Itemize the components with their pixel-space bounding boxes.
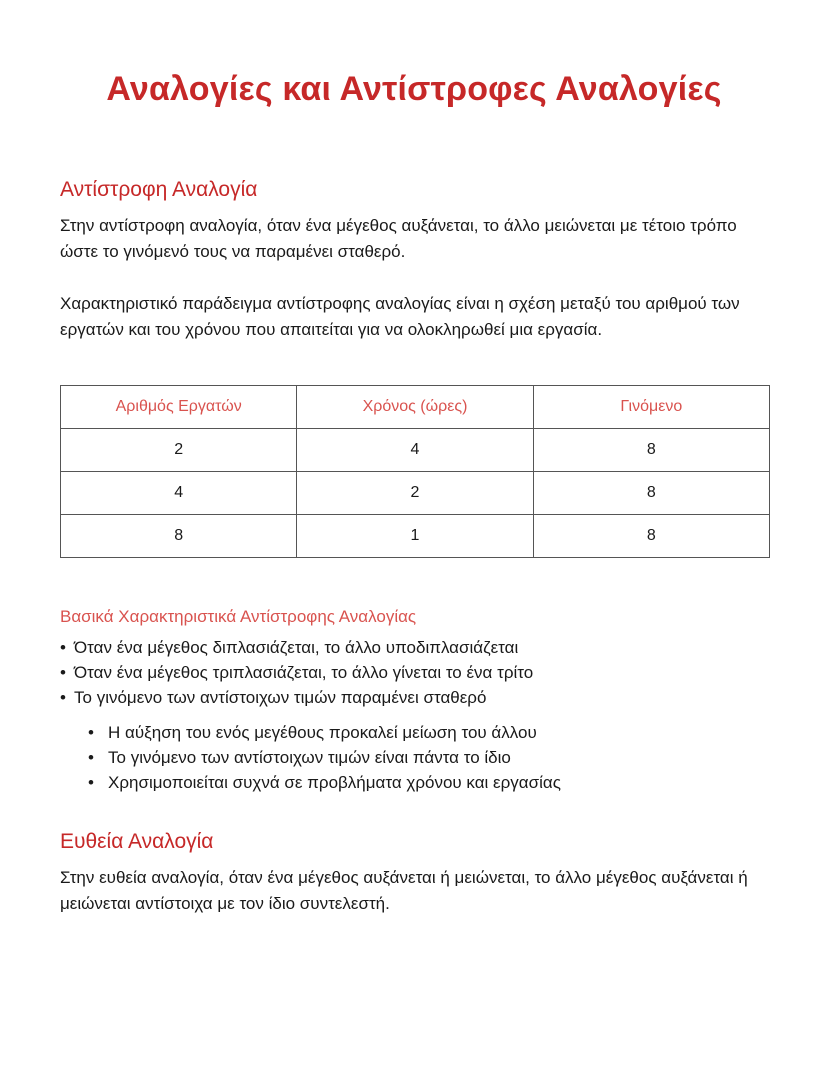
- table-cell: 8: [533, 429, 769, 472]
- characteristics-list: [60, 635, 768, 710]
- table-header-row: [61, 386, 770, 429]
- page-title: Αναλογίες και Αντίστροφες Αναλογίες: [106, 70, 722, 108]
- bullet-icon: •: [88, 723, 94, 742]
- direct-proportion-heading: Ευθεία Αναλογία: [60, 830, 214, 853]
- direct-definition-paragraph: Στην ευθεία αναλογία, όταν ένα μέγεθος αυξάνεται ή μειώνεται, το άλλο μέγεθος αυξάνεται ή μειώνεται αντίστοιχα με τον ίδιο συντελεστή.: [60, 868, 748, 913]
- table-cell: 1: [297, 515, 533, 558]
- bullet-icon: •: [60, 638, 66, 657]
- characteristics-sublist: [60, 720, 768, 795]
- table-row: [61, 429, 770, 472]
- characteristics-heading: Βασικά Χαρακτηριστικά Αντίστροφης Αναλογίας: [60, 607, 417, 626]
- sub-list-item: [88, 770, 768, 795]
- table-cell: 2: [61, 429, 297, 472]
- sub-list-item-text: Η αύξηση του ενός μεγέθους προκαλεί μείωση του άλλου: [108, 723, 537, 742]
- list-item: [60, 635, 768, 660]
- column-header-product: Γινόμενο: [533, 386, 769, 429]
- inverse-example-paragraph: Χαρακτηριστικό παράδειγμα αντίστροφης αναλογίας είναι η σχέση μεταξύ του αριθμού των εργατών και του χρόνου που απαιτείται για να ολοκληρωθεί μια εργασία.: [60, 294, 740, 339]
- sub-list-item: [88, 720, 768, 745]
- sub-list-item-text: Χρησιμοποιείται συχνά σε προβλήματα χρόνου και εργασίας: [108, 773, 561, 792]
- list-item-text: Όταν ένα μέγεθος τριπλασιάζεται, το άλλο γίνεται το ένα τρίτο: [74, 663, 534, 682]
- column-header-time: Χρόνος (ώρες): [297, 386, 533, 429]
- table-cell: 2: [297, 472, 533, 515]
- bullet-icon: •: [88, 773, 94, 792]
- table-row: [61, 472, 770, 515]
- table-cell: 4: [61, 472, 297, 515]
- list-item-text: Το γινόμενο των αντίστοιχων τιμών παραμένει σταθερό: [74, 688, 487, 707]
- column-header-workers: Αριθμός Εργατών: [61, 386, 297, 429]
- table-row: [61, 515, 770, 558]
- workers-time-table: [60, 385, 770, 558]
- bullet-icon: •: [88, 748, 94, 767]
- table-cell: 4: [297, 429, 533, 472]
- table-cell: 8: [61, 515, 297, 558]
- list-item: [60, 660, 768, 685]
- bullet-icon: •: [60, 663, 66, 682]
- list-item: [60, 685, 768, 710]
- table-cell: 8: [533, 515, 769, 558]
- list-item-text: Όταν ένα μέγεθος διπλασιάζεται, το άλλο υποδιπλασιάζεται: [74, 638, 519, 657]
- inverse-definition-paragraph: Στην αντίστροφη αναλογία, όταν ένα μέγεθος αυξάνεται, το άλλο μειώνεται με τέτοιο τρόπο ώστε το γινόμενό τους να παραμένει σταθερό.: [60, 216, 737, 261]
- sub-list-item: [88, 745, 768, 770]
- bullet-icon: •: [60, 688, 66, 707]
- sub-list-item-text: Το γινόμενο των αντίστοιχων τιμών είναι πάντα το ίδιο: [108, 748, 511, 767]
- inverse-proportion-heading: Αντίστροφη Αναλογία: [60, 178, 258, 201]
- table-cell: 8: [533, 472, 769, 515]
